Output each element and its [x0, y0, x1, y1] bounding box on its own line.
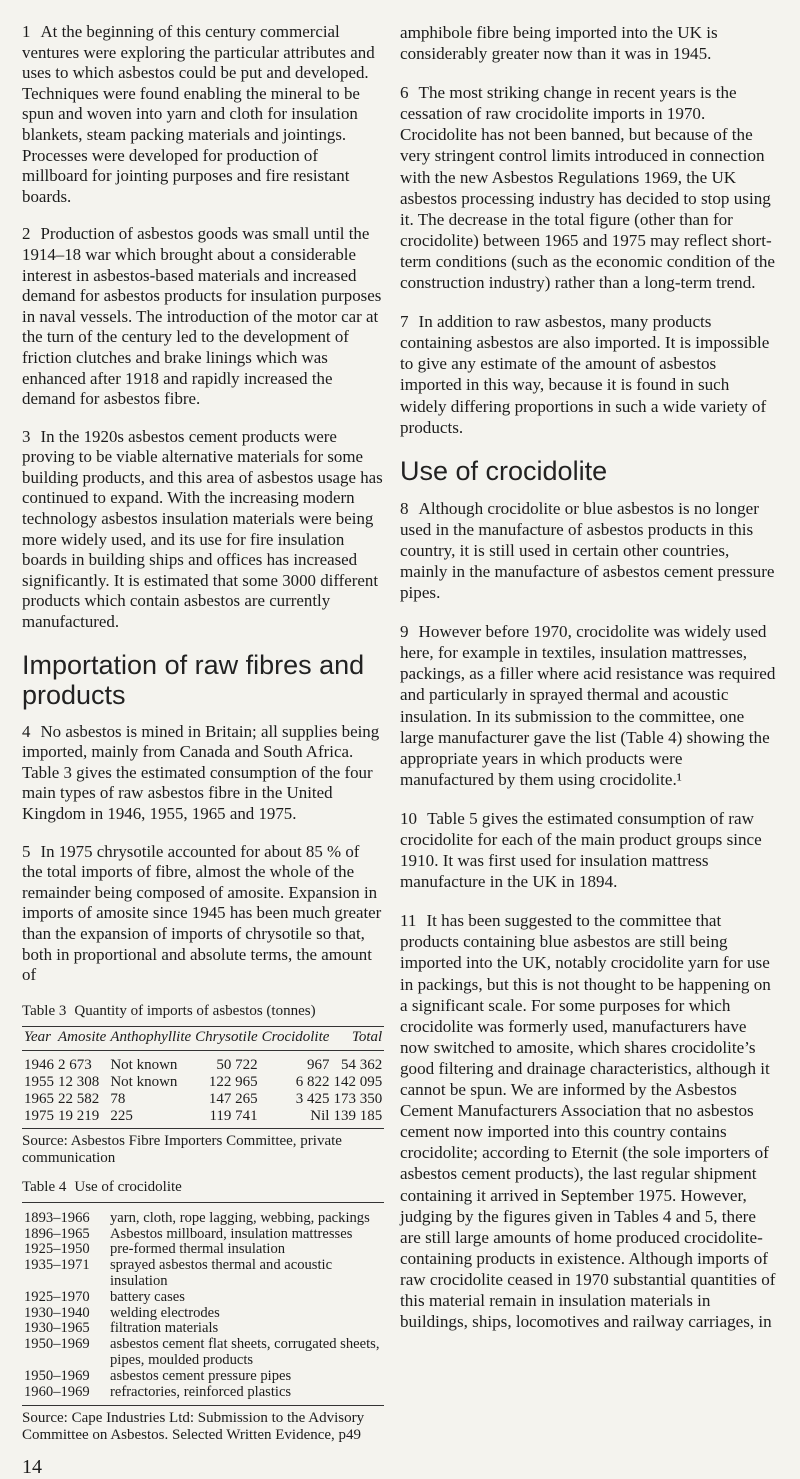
page-number: 14 [22, 1456, 42, 1479]
table-cell: 1975 [22, 1108, 56, 1129]
table-row [22, 1337, 384, 1369]
table-cell-use: pre-formed thermal insulation [110, 1241, 286, 1258]
table-row [22, 1074, 384, 1091]
paragraph-number: 2 [22, 224, 31, 244]
column-header: Amosite [56, 1026, 108, 1050]
table-cell: 119 741 [193, 1108, 260, 1129]
table-cell: 19 219 [56, 1108, 108, 1129]
paragraph-text: At the beginning of this century commercial ventures were exploring the particular attributes and uses to which asbestos could be put and developed. Techniques were found enabling the mineral to be spun and woven into yarn and cloth for insulation blankets, steam packing materials and jointings. Processes were developed for production of millboard for jointing purposes and fire resistant boards. [22, 22, 375, 206]
table3-title: Quantity of imports of asbestos (tonnes) [74, 1002, 316, 1019]
table-cell-years: 1930–1940 [24, 1304, 90, 1321]
table4-label: Table 4 [22, 1178, 67, 1195]
table-cell-use: Asbestos millboard, insulation mattresses [110, 1225, 353, 1242]
table-cell-use: yarn, cloth, rope lagging, webbing, packings [110, 1209, 370, 1226]
table-cell-use: filtration materials [110, 1320, 219, 1337]
column-header: Year [22, 1026, 56, 1050]
table-row [22, 1108, 384, 1129]
paragraph-text: No asbestos is mined in Britain; all supplies being imported, mainly from Canada and South Africa. Table 3 gives the estimated consumption of the four main types of raw asbestos fibre in the United Kingdom in 1946, 1955, 1965 and 1975. [22, 721, 380, 823]
table-cell-use: asbestos cement pressure pipes [110, 1367, 292, 1384]
table-cell-use: asbestos cement flat sheets, corrugated sheets, pipes, moulded products [110, 1336, 380, 1368]
section-heading-use-of-crocidolite: Use of crocidolite [400, 455, 608, 486]
paragraph-7 [400, 311, 780, 438]
table-cell: 6 822 [295, 1073, 330, 1090]
column-header: Crocidolite [260, 1026, 332, 1050]
column-header: Total [331, 1026, 384, 1050]
table-cell: 12 308 [58, 1073, 100, 1090]
table-cell-years: 1893–1966 [24, 1209, 90, 1226]
section-heading-importation: Importation of raw fibres and products [22, 649, 365, 710]
table4-title: Use of crocidolite [74, 1178, 182, 1195]
column-header: Chrysotile [193, 1026, 260, 1050]
table-cell: 147 265 [208, 1090, 258, 1107]
table4-source: Source: Cape Industries Ltd: Submission to the Advisory Committee on Asbestos. Selected Written Evidence, p49 [22, 1410, 365, 1444]
table-cell: 2 673 [58, 1056, 92, 1073]
paragraph-number: 11 [400, 911, 417, 931]
paragraph-9 [400, 621, 780, 790]
table4-crocidolite-uses [22, 1202, 384, 1407]
paragraph-text: In addition to raw asbestos, many products containing asbestos are also imported. It is impossible to give any estimate of the amount of asbestos imported in this way, because it is found in such widely differing proportions in such a wide variety of products. [400, 312, 770, 437]
table-cell-years: 1935–1971 [24, 1257, 90, 1274]
table-cell: 22 582 [58, 1090, 100, 1107]
table-cell: 139 185 [331, 1108, 384, 1129]
paragraph-number: 8 [400, 498, 409, 518]
table-row [22, 1290, 384, 1306]
table-cell-years: 1925–1950 [24, 1241, 90, 1258]
table-row [22, 1306, 384, 1322]
paragraph-number: 4 [22, 721, 31, 741]
table3-label: Table 3 [22, 1002, 67, 1019]
table-cell: 142 095 [333, 1073, 383, 1090]
table-cell: 122 965 [208, 1073, 258, 1090]
paragraph-6 [400, 82, 780, 293]
table-cell-years: 1930–1965 [24, 1320, 90, 1337]
table-cell-years: 1925–1970 [24, 1288, 90, 1305]
table-row [22, 1050, 384, 1074]
column-header: Anthophyllite [108, 1026, 193, 1050]
paragraph-1 [22, 22, 384, 207]
paragraph-4 [22, 722, 384, 825]
paragraph-text: In the 1920s asbestos cement products were proving to be viable alternative materials for some building products, and this area of asbestos usage has continued to expand. With the increasing modern technology asbestos insulation materials were being more widely used, and its use for fire insulation boards in building ships and offices has increased significantly. It is estimated that some 3000 different products which contain asbestos are currently manufactured. [22, 426, 383, 632]
table-row [22, 1321, 384, 1337]
paragraph-text: It has been suggested to the committee that products containing blue asbestos are still being imported into the UK, notably crocidolite yarn for use in packings, but this is not thought to be happening on a significant scale. For some purposes for which crocidolite was formerly used, manufacturers have now switched to amosite, which shares crocidolite’s good filtering and drainage characteristics, although it cannot be spun. We are informed by the Asbestos Cement Manufacturers Association that no asbestos cement now imported into this country contains crocidolite; according to Eternit (the sole importers of asbestos cement products), the last regular shipment containing it arrived in September 1975. However, judging by the figures given in Tables 4 and 5, there are still large amounts of home produced crocidolite-containing products in existence. Although imports of raw crocidolite ceased in 1970 substantial quantities of this material remain in insulation materials in buildings, ships, locomotives and railway carriages, in [400, 911, 776, 1332]
table-cell: 78 [110, 1090, 126, 1107]
paragraph-8 [400, 498, 780, 603]
paragraph-number: 1 [22, 22, 31, 41]
table-row [22, 1242, 384, 1258]
left-column [22, 22, 384, 1479]
paragraph-2 [22, 224, 384, 409]
table-row [22, 1227, 384, 1243]
right-column [400, 22, 780, 1350]
table-cell: 1965 [24, 1090, 54, 1107]
table-cell-use: sprayed asbestos thermal and acoustic insulation [110, 1257, 333, 1289]
table-row [22, 1369, 384, 1385]
table3-caption [22, 1003, 384, 1020]
table-cell-use: battery cases [110, 1288, 185, 1305]
paragraph-number: 7 [400, 312, 409, 332]
paragraph-number: 9 [400, 622, 409, 642]
paragraph-text: Table 5 gives the estimated consumption of raw crocidolite for each of the main product groups since 1910. It was first used for insulation mattress manufacture in the UK in 1894. [400, 808, 762, 892]
paragraph-text: However before 1970, crocidolite was widely used here, for example in textiles, insulation mattresses, packings, as a filler where acid resistance was required and particularly in sprayed thermal and acoustic insulation. In its submission to the committee, one large manufacturer gave the list (Table 4) showing the appropriate years in which products were manufactured by them using crocidolite.¹ [400, 622, 776, 789]
table-cell: Not known [110, 1073, 178, 1090]
table-cell: 50 722 [216, 1056, 258, 1073]
table-row [22, 1385, 384, 1406]
paragraph-number: 5 [22, 841, 31, 861]
table3-source: Source: Asbestos Fibre Importers Committee, private communication [22, 1132, 342, 1166]
table-cell: Not known [110, 1056, 178, 1073]
table-row [22, 1202, 384, 1226]
table-cell-use: welding electrodes [110, 1304, 220, 1321]
table-cell: 1955 [24, 1073, 54, 1090]
table-cell-use: refractories, reinforced plastics [110, 1383, 292, 1400]
paragraph-5 [22, 842, 384, 986]
paragraph-text: The most striking change in recent years is the cessation of raw crocidolite imports in 1970. Crocidolite has not been banned, but because of the very stringent control limits introduced in connection with the new Asbestos Regulations 1969, the UK asbestos processing industry has decided to stop using it. The decrease in the total figure (other than for crocidolite) between 1965 and 1975 may reflect short-term conditions (such as the economic condition of the construction industry) rather than a long-term trend. [400, 83, 776, 293]
table-cell: Nil [260, 1108, 332, 1129]
table-cell: 3 425 [295, 1090, 330, 1107]
paragraph-number: 10 [400, 808, 418, 828]
paragraph-11 [400, 910, 780, 1332]
paragraph-continuation: amphibole fibre being imported into the UK is considerably greater now than it was in 1945. [400, 23, 718, 64]
paragraph-number: 6 [400, 83, 409, 103]
paragraph-3 [22, 427, 384, 633]
table-cell: 54 362 [340, 1056, 383, 1073]
paragraph-text: Although crocidolite or blue asbestos is no longer used in the manufacture of asbestos products in this country, it is still used in certain other countries, mainly in the manufacture of asbestos cement pressure pipes. [400, 498, 775, 603]
table-cell-years: 1950–1969 [24, 1367, 90, 1384]
paragraph-text: Production of asbestos goods was small until the 1914–18 war which brought about a considerable interest in asbestos-based materials and increased demand for asbestos products for insulation purposes in naval vessels. The introduction of the motor car at the turn of the century led to the development of friction clutches and brake linings which was enhanced after 1918 and rapidly increased the demand for asbestos fibre. [22, 224, 382, 409]
table-row [22, 1258, 384, 1290]
table4-caption [22, 1179, 384, 1196]
table-header-row [22, 1026, 384, 1050]
table-cell: 967 [306, 1056, 330, 1073]
table-cell: 225 [108, 1108, 193, 1129]
paragraph-number: 3 [22, 426, 31, 446]
table-cell-years: 1960–1969 [24, 1383, 90, 1400]
table-cell: 1946 [24, 1056, 54, 1073]
table-row [22, 1091, 384, 1108]
paragraph-10 [400, 808, 780, 892]
table-cell: 173 350 [333, 1090, 383, 1107]
paragraph-text: In 1975 chrysotile accounted for about 85 % of the total imports of fibre, almost the whole of the remainder being composed of amosite. Expansion in imports of amosite since 1945 has been much greater than the expansion of imports of chrysotile so that, both in proportional and absolute terms, the amount of [22, 841, 382, 985]
table3-imports [22, 1026, 384, 1129]
table-cell-years: 1950–1969 [24, 1336, 90, 1353]
table-cell-years: 1896–1965 [24, 1225, 90, 1242]
